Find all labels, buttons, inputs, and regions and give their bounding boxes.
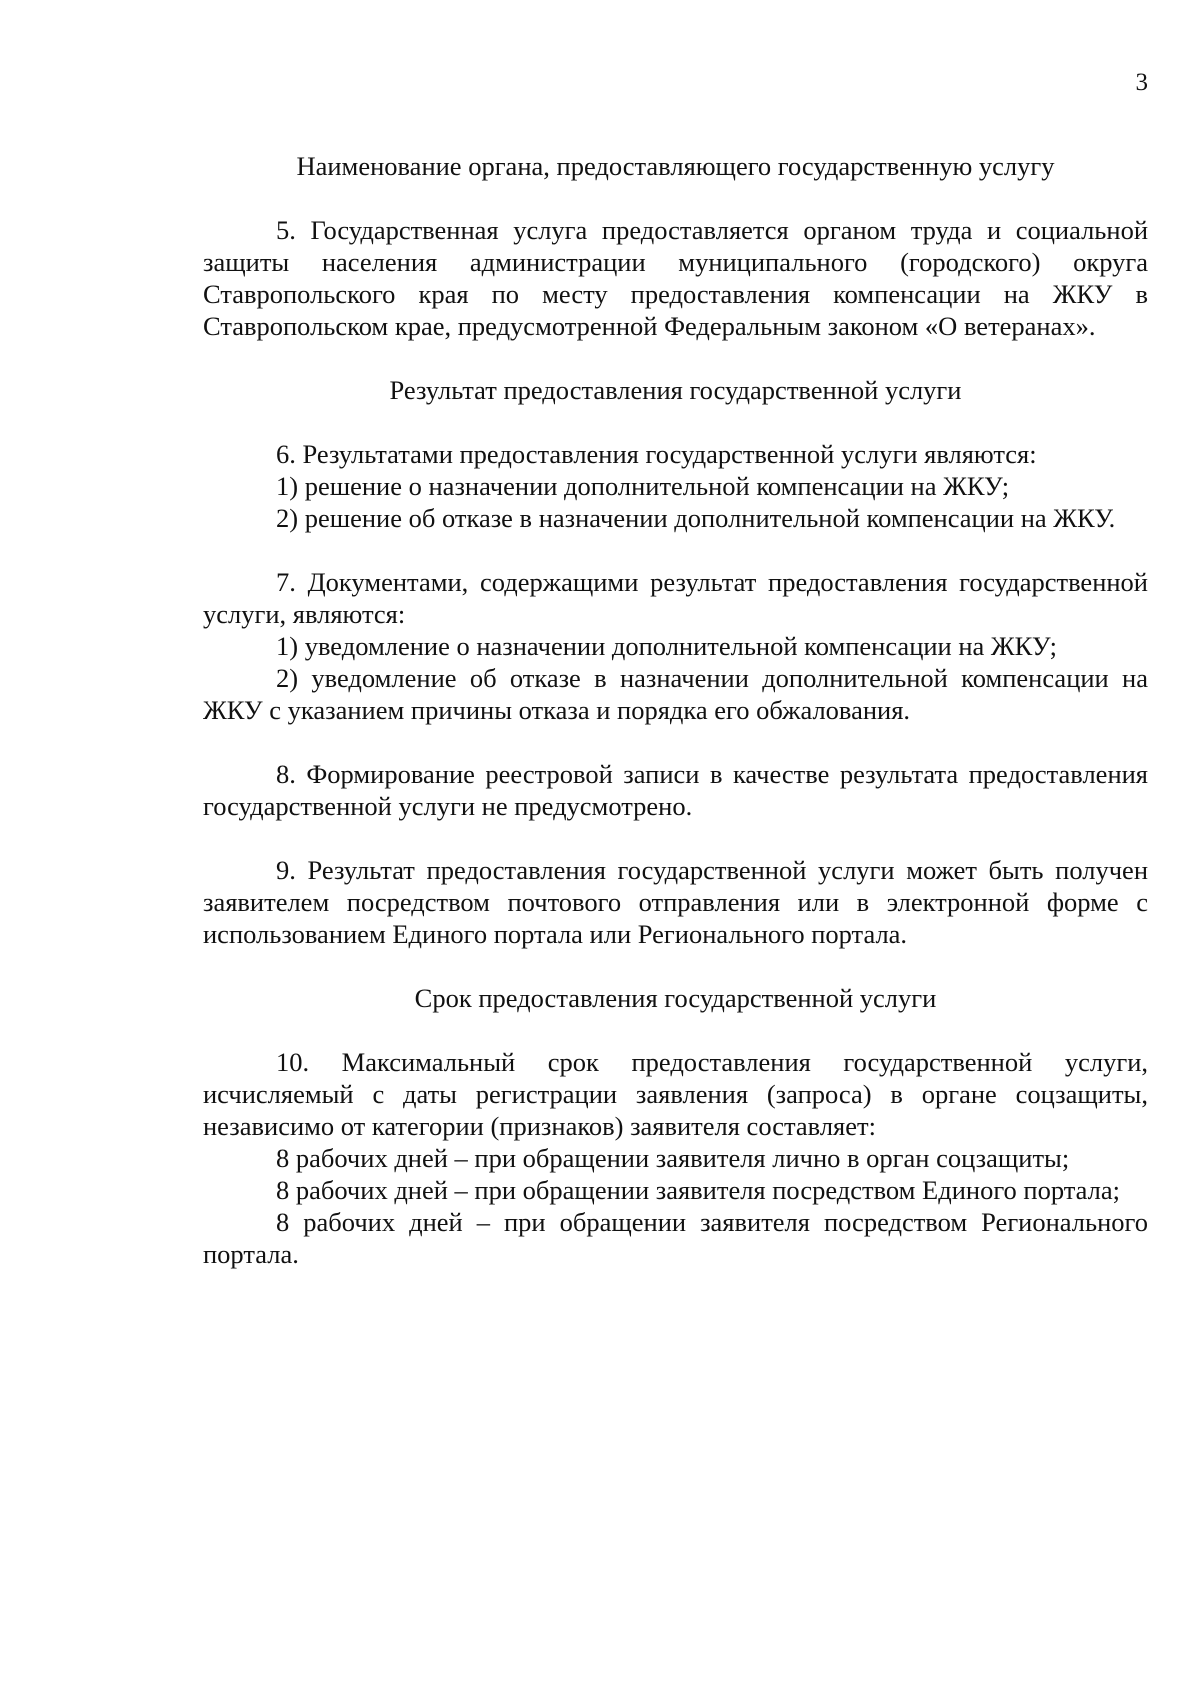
page-number: 3 xyxy=(1135,69,1148,96)
section-heading-authority: Наименование органа, предоставляющего государственную услугу xyxy=(296,151,1055,181)
document-body xyxy=(203,150,1148,1270)
paragraph-6-item-1: 1) решение о назначении дополнительной компенсации на ЖКУ; xyxy=(276,471,1010,501)
paragraph-7-item-1: 1) уведомление о назначении дополнительной компенсации на ЖКУ; xyxy=(276,631,1057,661)
paragraph-10-item-1: 8 рабочих дней – при обращении заявителя лично в орган соцзащиты; xyxy=(276,1143,1070,1173)
section-heading-result: Результат предоставления государственной услуги xyxy=(389,375,962,405)
paragraph-7-item-2: 2) уведомление об отказе в назначении дополнительной компенсации на ЖКУ с указанием причины отказа и порядка его обжалования. xyxy=(203,663,1148,725)
paragraph-10: 10. Максимальный срок предоставления государственной услуги, исчисляемый с даты регистрации заявления (запроса) в органе соцзащиты, независимо от категории (признаков) заявителя составляет: xyxy=(203,1047,1148,1141)
paragraph-9: 9. Результат предоставления государственной услуги может быть получен заявителем посредством почтового отправления или в электронной форме с использованием Единого портала или Регионального портала. xyxy=(203,855,1148,949)
paragraph-6: 6. Результатами предоставления государственной услуги являются: xyxy=(276,439,1037,469)
paragraph-10-item-2: 8 рабочих дней – при обращении заявителя посредством Единого портала; xyxy=(276,1175,1121,1205)
paragraph-10-item-3: 8 рабочих дней – при обращении заявителя посредством Регионального портала. xyxy=(203,1207,1148,1269)
paragraph-8: 8. Формирование реестровой записи в качестве результата предоставления государственной услуги не предусмотрено. xyxy=(203,759,1148,821)
paragraph-6-item-2: 2) решение об отказе в назначении дополнительной компенсации на ЖКУ. xyxy=(276,503,1116,533)
section-heading-term: Срок предоставления государственной услуги xyxy=(414,983,937,1013)
paragraph-5: 5. Государственная услуга предоставляется органом труда и социальной защиты населения администрации муниципального (городского) округа Ставропольского края по месту предоставления компенсации на ЖКУ в Ставропольском крае, предусмотренной Федеральным законом «О ветеранах». xyxy=(203,215,1148,341)
paragraph-7: 7. Документами, содержащими результат предоставления государственной услуги, являются: xyxy=(203,567,1148,629)
